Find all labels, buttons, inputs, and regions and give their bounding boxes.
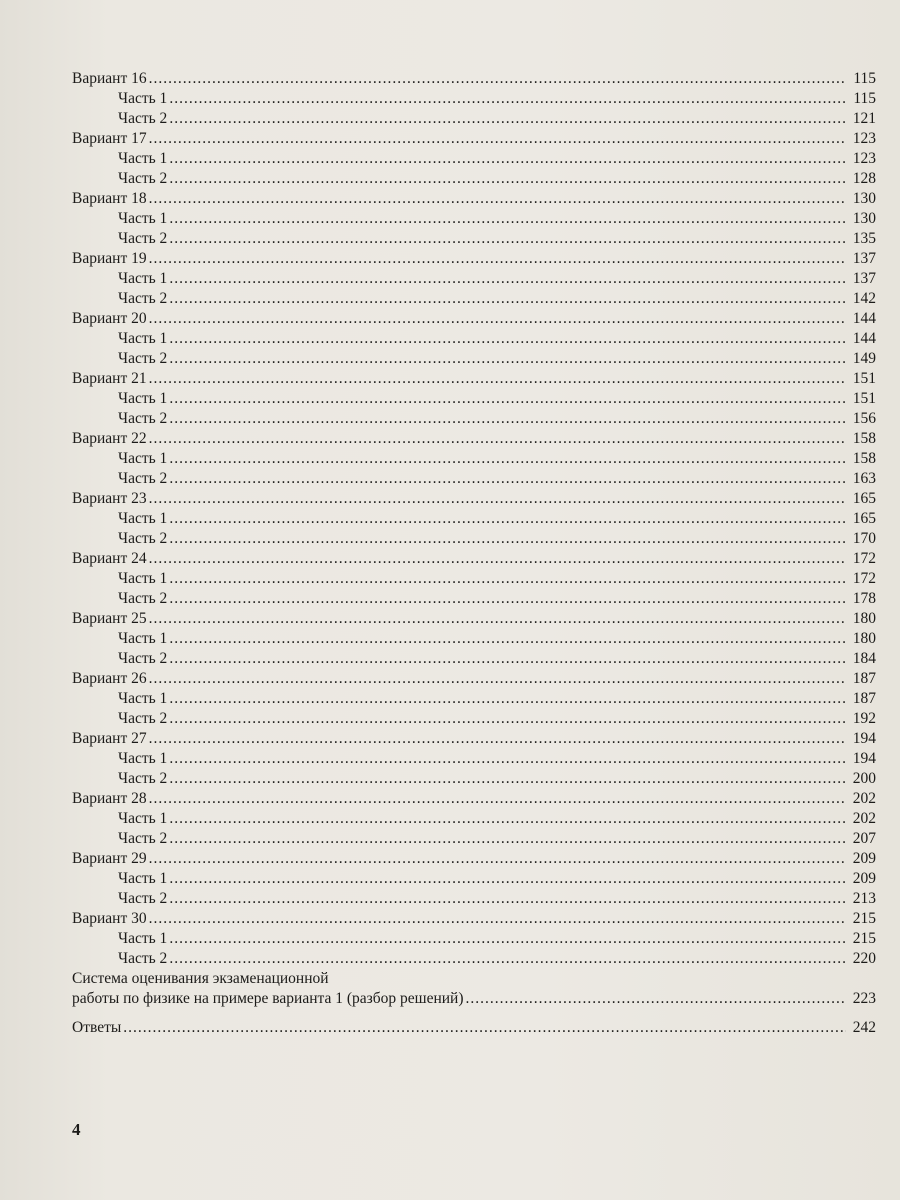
toc-subentry[interactable] [72,209,876,229]
dot-leader [169,809,846,829]
toc-entry[interactable] [72,189,876,209]
toc-entries [72,69,876,969]
dot-leader [149,129,846,149]
toc-entry-label: Вариант 24 [72,550,147,567]
dot-leader [149,489,846,509]
toc-subentry[interactable] [72,889,876,909]
toc-subentry[interactable] [72,629,876,649]
toc-subentry[interactable] [72,349,876,369]
toc-entry[interactable] [72,309,876,329]
toc-entry-label: Часть 1 [118,570,168,587]
toc-entry-label: Вариант 27 [72,730,147,747]
toc-entry-label: Вариант 16 [72,70,147,87]
toc-entry-page: 158 [852,430,876,447]
toc-entry-label: Часть 1 [118,150,168,167]
toc-entry-page: 144 [852,310,876,327]
toc-entry-page: 144 [852,330,876,347]
dot-leader [149,69,846,89]
toc-entry-label: Часть 2 [118,110,168,127]
dot-leader [169,509,846,529]
toc-entry[interactable] [72,129,876,149]
toc-entry-label: Часть 2 [118,530,168,547]
toc-subentry[interactable] [72,829,876,849]
toc-entry[interactable] [72,789,876,809]
dot-leader [169,289,846,309]
page-number: 4 [72,1120,81,1139]
toc-entry-grading-system[interactable] [72,969,876,1009]
toc-entry-label: Часть 2 [118,770,168,787]
dot-leader [169,229,846,249]
toc-entry-page: 209 [852,850,876,867]
toc-entry-label: Ответы [72,1019,122,1036]
toc-subentry[interactable] [72,689,876,709]
dot-leader [169,929,846,949]
dot-leader [466,989,846,1009]
dot-leader [149,789,846,809]
dot-leader [169,629,846,649]
dot-leader [169,889,846,909]
dot-leader [169,449,846,469]
toc-entry-label: Часть 1 [118,690,168,707]
toc-entry-page: 115 [853,70,876,87]
toc-entry-label: Часть 1 [118,330,168,347]
dot-leader [169,829,846,849]
dot-leader [149,909,846,929]
dot-leader [169,349,846,369]
toc-entry[interactable] [72,669,876,689]
toc-subentry[interactable] [72,269,876,289]
table-of-contents [72,69,876,1038]
dot-leader [123,1018,846,1038]
toc-entry-label-line2: работы по физике на примере варианта 1 (разбор решений) [72,990,464,1007]
toc-entry-page: 223 [852,990,876,1007]
toc-entry-page: 178 [852,590,876,607]
toc-entry-label: Часть 1 [118,270,168,287]
toc-subentry[interactable] [72,709,876,729]
toc-entry[interactable] [72,69,876,89]
toc-entry[interactable] [72,609,876,629]
toc-subentry[interactable] [72,89,876,109]
toc-entry-label: Часть 2 [118,590,168,607]
toc-subentry[interactable] [72,649,876,669]
toc-entry-label-line1: Система оценивания экзаменационной [72,970,329,987]
toc-entry-page: 165 [852,490,876,507]
toc-entry-label: Часть 2 [118,710,168,727]
toc-subentry[interactable] [72,769,876,789]
dot-leader [169,689,846,709]
toc-subentry[interactable] [72,469,876,489]
toc-subentry[interactable] [72,389,876,409]
toc-entry-page: 121 [852,110,876,127]
dot-leader [169,949,846,969]
toc-subentry[interactable] [72,169,876,189]
toc-entry-page: 151 [852,390,876,407]
dot-leader [169,89,846,109]
dot-leader [169,329,846,349]
toc-entry-page: 130 [852,210,876,227]
toc-entry-page: 187 [852,690,876,707]
toc-entry[interactable] [72,849,876,869]
dot-leader [149,549,846,569]
toc-entry-page: 202 [852,790,876,807]
dot-leader [149,429,846,449]
toc-subentry[interactable] [72,149,876,169]
dot-leader [149,609,846,629]
toc-entry-page: 142 [852,290,876,307]
toc-subentry[interactable] [72,289,876,309]
toc-entry-page: 128 [852,170,876,187]
dot-leader [169,589,846,609]
toc-entry-page: 123 [852,150,876,167]
dot-leader [169,749,846,769]
toc-entry-page: 215 [852,930,876,947]
toc-entry-label: Часть 2 [118,950,168,967]
dot-leader [149,249,846,269]
toc-entry-label: Часть 1 [118,210,168,227]
toc-entry-label: Часть 1 [118,810,168,827]
toc-entry-page: 170 [852,530,876,547]
dot-leader [149,189,846,209]
toc-entry-page: 200 [852,770,876,787]
toc-entry[interactable] [72,909,876,929]
dot-leader [169,529,846,549]
toc-subentry[interactable] [72,869,876,889]
toc-entry-label: Часть 2 [118,410,168,427]
toc-entry-label: Часть 1 [118,450,168,467]
dot-leader [169,469,846,489]
dot-leader [149,669,846,689]
toc-entry-page: 163 [852,470,876,487]
dot-leader [149,729,846,749]
toc-entry-label: Вариант 17 [72,130,147,147]
dot-leader [169,769,846,789]
toc-subentry[interactable] [72,929,876,949]
toc-entry-label: Часть 1 [118,630,168,647]
dot-leader [169,389,846,409]
toc-entry-page: 213 [852,890,876,907]
toc-entry-label: Вариант 18 [72,190,147,207]
toc-entry-page: 209 [852,870,876,887]
toc-entry-label: Вариант 22 [72,430,147,447]
toc-subentry[interactable] [72,449,876,469]
toc-entry-label: Вариант 19 [72,250,147,267]
toc-entry-page: 172 [852,570,876,587]
toc-entry-page: 180 [852,630,876,647]
toc-entry-label: Часть 2 [118,890,168,907]
toc-entry-label: Часть 1 [118,90,168,107]
toc-entry-label: Часть 1 [118,390,168,407]
toc-entry-page: 123 [852,130,876,147]
toc-entry-label: Часть 2 [118,350,168,367]
toc-entry-label: Часть 1 [118,930,168,947]
toc-entry-label: Часть 2 [118,470,168,487]
toc-entry-page: 184 [852,650,876,667]
toc-entry-page: 207 [852,830,876,847]
toc-subentry[interactable] [72,509,876,529]
dot-leader [169,109,846,129]
dot-leader [169,169,846,189]
toc-entry-label: Часть 2 [118,170,168,187]
toc-subentry[interactable] [72,749,876,769]
toc-entry-label: Вариант 25 [72,610,147,627]
toc-entry-label: Вариант 26 [72,670,147,687]
toc-entry[interactable] [72,369,876,389]
toc-entry[interactable] [72,729,876,749]
toc-entry-page: 137 [852,270,876,287]
toc-entry[interactable] [72,429,876,449]
toc-entry-label: Часть 2 [118,230,168,247]
toc-entry-label: Часть 2 [118,830,168,847]
toc-entry-label: Вариант 21 [72,370,147,387]
toc-entry-page: 172 [852,550,876,567]
toc-subentry[interactable] [72,809,876,829]
toc-subentry[interactable] [72,409,876,429]
toc-entry-label: Вариант 29 [72,850,147,867]
toc-entry-label: Вариант 28 [72,790,147,807]
toc-entry-label: Вариант 20 [72,310,147,327]
toc-entry-page: 194 [852,730,876,747]
toc-entry-label: Часть 2 [118,650,168,667]
toc-entry-page: 158 [852,450,876,467]
toc-entry-answers[interactable] [72,1018,876,1038]
dot-leader [169,869,846,889]
toc-entry-page: 194 [852,750,876,767]
toc-entry-page: 180 [852,610,876,627]
toc-subentry[interactable] [72,229,876,249]
toc-entry-page: 156 [852,410,876,427]
toc-entry-label: Часть 1 [118,510,168,527]
toc-entry-page: 202 [852,810,876,827]
toc-entry-page: 130 [852,190,876,207]
toc-entry-page: 187 [852,670,876,687]
toc-entry-page: 215 [852,910,876,927]
toc-entry-page: 137 [852,250,876,267]
toc-entry-page: 135 [852,230,876,247]
toc-entry[interactable] [72,489,876,509]
dot-leader [149,849,846,869]
toc-entry-page: 149 [852,350,876,367]
dot-leader [149,369,846,389]
toc-subentry[interactable] [72,589,876,609]
dot-leader [169,209,846,229]
toc-entry-page: 115 [853,90,876,107]
dot-leader [169,269,846,289]
toc-entry-page: 242 [852,1019,876,1036]
toc-entry-page: 192 [852,710,876,727]
toc-entry[interactable] [72,249,876,269]
toc-entry-label: Вариант 30 [72,910,147,927]
dot-leader [169,409,846,429]
dot-leader [169,149,846,169]
toc-subentry[interactable] [72,569,876,589]
dot-leader [149,309,846,329]
spacer [72,1009,876,1018]
toc-subentry[interactable] [72,949,876,969]
toc-entry-label: Вариант 23 [72,490,147,507]
toc-subentry[interactable] [72,329,876,349]
toc-entry-page: 165 [852,510,876,527]
dot-leader [169,709,846,729]
toc-entry-page: 220 [852,950,876,967]
toc-entry[interactable] [72,549,876,569]
toc-entry-label: Часть 1 [118,750,168,767]
toc-subentry[interactable] [72,109,876,129]
dot-leader [169,569,846,589]
toc-entry-label: Часть 1 [118,870,168,887]
dot-leader [169,649,846,669]
toc-entry-page: 151 [852,370,876,387]
toc-subentry[interactable] [72,529,876,549]
toc-entry-label: Часть 2 [118,290,168,307]
